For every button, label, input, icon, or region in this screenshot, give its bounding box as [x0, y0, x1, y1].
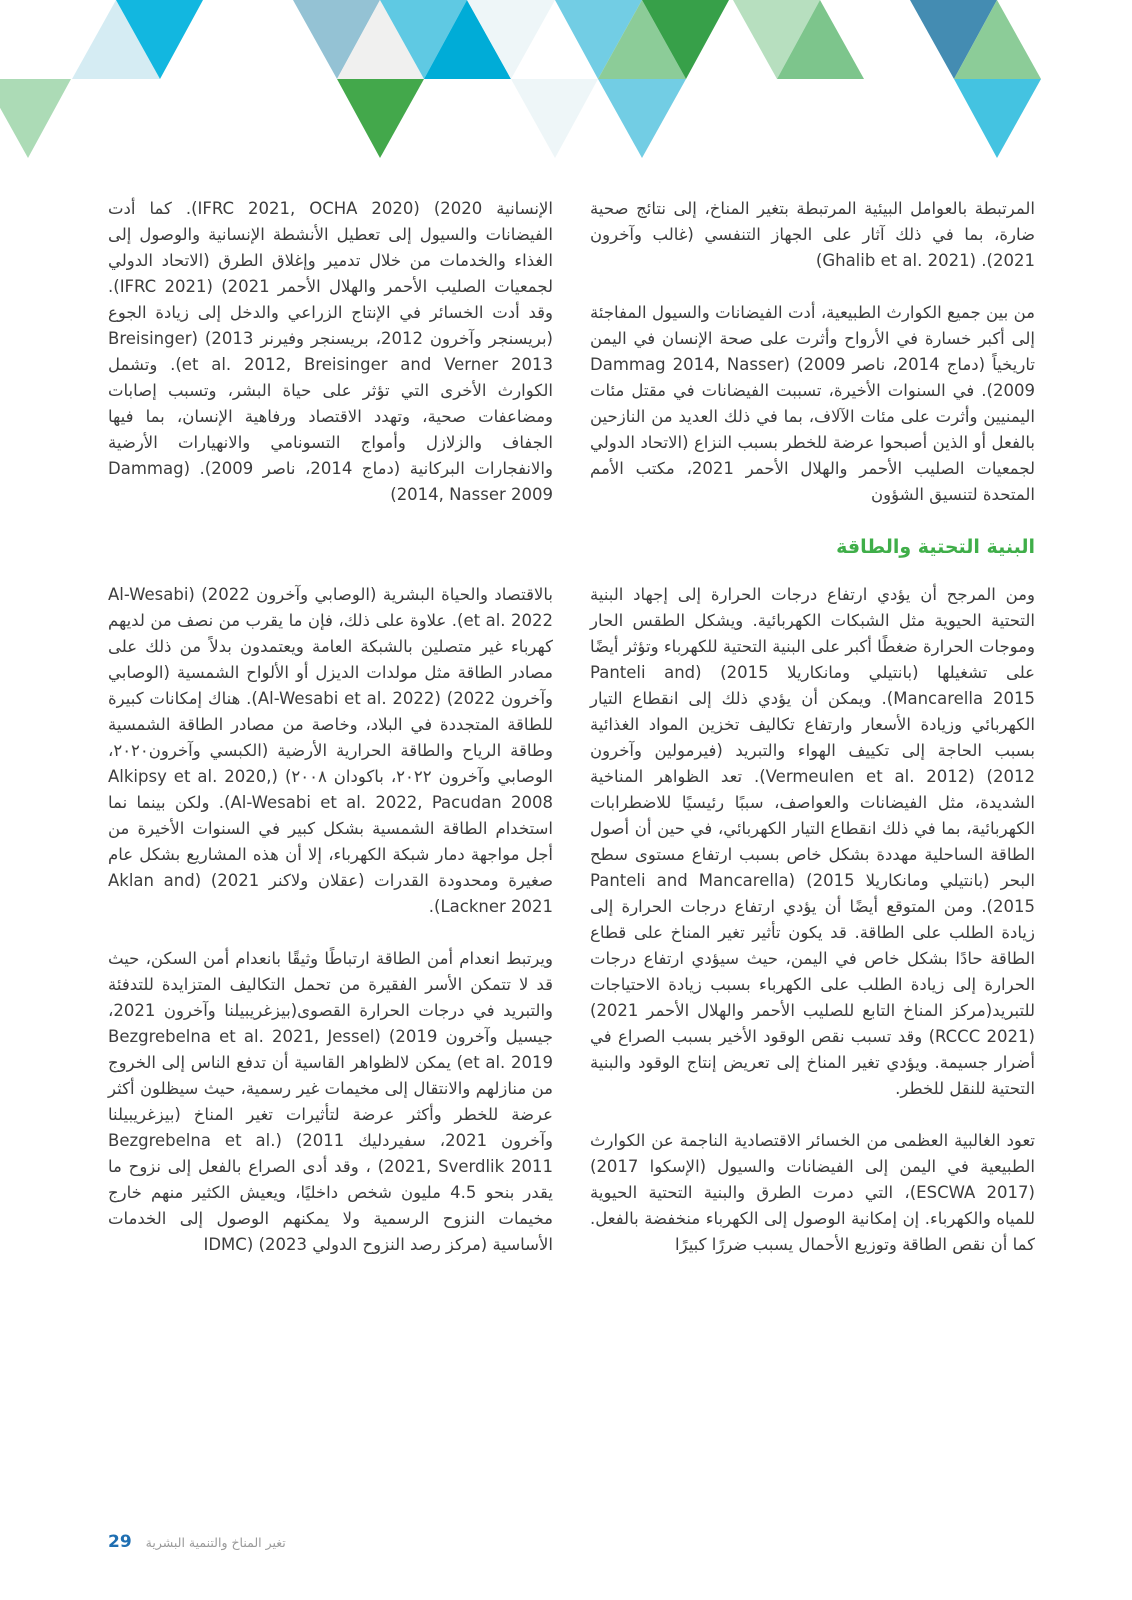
left-text-column [108, 196, 553, 1284]
body-paragraph: بالاقتصاد والحياة البشرية (الوصابي وآخرون 2022) (Al-Wesabi et al. 2022). علاوة على ذلك، فإن ما يقرب من نصف من لديهم كهرباء غير متصلين بالشبكة العامة ويعتمدون بدلاً من ذلك على مصادر الطاقة مثل مولدات الديزل أو الألواح الشمسية (الوصابي وآخرون 2022) (Al-Wesabi et al. 2022). هناك إمكانات كبيرة للطاقة المتجددة في البلاد، وخاصة من مصادر الطاقة الشمسية وطاقة الرياح والطاقة الحرارية الأرضية (الكبسي وآخرون٢٠٢٠، الوصابي وآخرون ٢٠٢٢، باكودان ٢٠٠٨) (Alkipsy et al. 2020, Al-Wesabi et al. 2022, Pacudan 2008). ولكن بينما نما استخدام الطاقة الشمسية بشكل كبير في السنوات الأخيرة من أجل مواجهة دمار شبكة الكهرباء، إلا أن هذه المشاريع بشكل عام صغيرة ومحدودة القدرات (عقلان ولاكنر 2021) (Aklan and Lackner 2021). [108, 585, 554, 916]
body-paragraph: ومن المرجح أن يؤدي ارتفاع درجات الحرارة إلى إجهاد البنية التحتية الحيوية مثل الشبكات الكهربائية. ويشكل الطقس الحار وموجات الحرارة ضغطًا أكبر على البنية التحتية للكهرباء وتؤثر أيضًا على تشغيلها (بانتيلي ومانكاريلا 2015) (Panteli and Mancarella 2015). ويمكن أن يؤدي ذلك إلى انقطاع التيار الكهربائي وزيادة الأسعار وارتفاع تكاليف تخزين المواد الغذائية بسبب الحاجة إلى تكييف الهواء والتبريد (فيرمولين وآخرون 2012) (Vermeulen et al. 2012). تعد الظواهر المناخية الشديدة، مثل الفيضانات والعواصف، سببًا رئيسيًا للاضطرابات الكهربائية، بما في ذلك انقطاع التيار الكهربائي، في حين أن أصول الطاقة الساحلية مهددة بشكل خاص بسبب ارتفاع مستوى سطح البحر (بانتيلي ومانكاريلا 2015) (Panteli and Mancarella 2015). ومن المتوقع أيضًا أن يؤدي ارتفاع درجات الحرارة إلى زيادة الطلب على الطاقة. قد يكون تأثير تغير المناخ على قطاع الطاقة حادًا بشكل خاص في اليمن، حيث سيؤدي ارتفاع درجات الحرارة إلى زيادة الطلب على الكهرباء بسبب زيادة الاحتياجات للتبريد(مركز المناخ التابع للصليب الأحمر والهلال الأحمر 2021) (RCCC 2021) وقد تسبب نقص الوقود الأخير بسبب الصراع في أضرار جسيمة. ويؤدي تغير المناخ إلى تعريض إنتاج الوقود والبنية التحتية للنقل للخطر. [590, 585, 1036, 1098]
body-paragraph: المرتبطة بالعوامل البيئية المرتبطة بتغير المناخ، إلى نتائج صحية ضارة، بما في ذلك آثار على الجهاز التنفسي (غالب وآخرون 2021). (Ghalib et al. 2021) [590, 199, 1035, 270]
triangle-shape [954, 79, 1041, 158]
body-paragraph: ويرتبط انعدام أمن الطاقة ارتباطًا وثيقًا بانعدام أمن السكن، حيث قد لا تتمكن الأسر الفقيرة من تحمل التكاليف المتزايدة للتدفئة والتبريد في درجات الحرارة القصوى(بيزغريبيلنا وآخرون 2021، جيسيل وآخرون 2019) (Bezgrebelna et al. 2021, Jessel et al. 2019) يمكن لالظواهر القاسية أن تدفع الناس إلى الخروج من منازلهم والانتقال إلى مخيمات غير رسمية، حيث سيظلون أكثر عرضة للخطر وأكثر عرضة لتأثيرات تغير المناخ (بيزغريبيلنا وآخرون 2021، سفيردليك 2011) (Bezgrebelna et al. 2021, Sverdlik 2011) ، وقد أدى الصراع بالفعل إلى نزوح ما يقدر بنحو 4.5 مليون شخص داخليًا، ويعيش الكثير منهم خارج مخيمات النزوح الرسمية ولا يمكنهم الوصول إلى الخدمات الأساسية (مركز رصد النزوح الدولي 2023) (IDMC [108, 949, 553, 1254]
right-text-column [590, 196, 1035, 1284]
triangle-shape [598, 79, 686, 158]
triangle-shape [511, 79, 598, 158]
running-title: تغير المناخ والتنمية البشرية [145, 1534, 286, 1550]
page-footer [108, 1532, 286, 1552]
triangle-shape [337, 79, 424, 158]
decorative-triangle-banner [0, 0, 1132, 160]
body-paragraph: الإنسانية 2020) (IFRC 2021, OCHA 2020). كما أدت الفيضانات والسيول إلى تعطيل الأنشطة الإنسانية والوصول إلى الغذاء والخدمات من خلال تدمير وإغلاق الطرق (الاتحاد الدولي لجمعيات الصليب الأحمر والهلال الأحمر 2021) (IFRC 2021). وقد أدت الخسائر في الإنتاج الزراعي والدخل إلى زيادة الجوع (بريسنجر وآخرون 2012، بريسنجر وفيرنر 2013) (Breisinger et al. 2012, Breisinger and Verner 2013). وتشمل الكوارث الأخرى التي تؤثر على حياة البشر، وتسبب إصابات ومضاعفات صحية، وتهدد الاقتصاد ورفاهية الإنسان، بما فيها الجفاف والزلازل وأمواج التسونامي والانهيارات الأرضية والانفجارات البركانية (دماج 2014، ناصر 2009). (Dammag 2014, Nasser 2009) [108, 199, 554, 504]
page-number: 29 [108, 1532, 132, 1552]
section-heading: البنية التحتية والطاقة [836, 536, 1035, 558]
body-paragraph: من بين جميع الكوارث الطبيعية، أدت الفيضانات والسيول المفاجئة إلى أكبر خسارة في الأرواح وأثرت على صحة الإنسان في اليمن تاريخياً (دماج 2014، ناصر 2009) (Dammag 2014, Nasser 2009). في السنوات الأخيرة، تسببت الفيضانات في مقتل مئات اليمنيين وأثرت على مئات الآلاف، بما في ذلك العديد من النازحين بالفعل أو الذين أصبحوا عرضة للخطر بسبب النزاع (الاتحاد الدولي لجمعيات الصليب الأحمر والهلال الأحمر 2021، مكتب الأمم المتحدة لتنسيق الشؤون [590, 303, 1035, 504]
triangle-shape [0, 79, 71, 158]
body-paragraph: تعود الغالبية العظمى من الخسائر الاقتصادية الناجمة عن الكوارث الطبيعية في اليمن إلى الفيضانات والسيول (الإسكوا 2017) (ESCWA 2017)، التي دمرت الطرق والبنية التحتية الحيوية للمياه والكهرباء. إن إمكانية الوصول إلى الكهرباء منخفضة بالفعل. كما أن نقص الطاقة وتوزيع الأحمال يسبب ضررًا كبيرًا [590, 1131, 1035, 1254]
